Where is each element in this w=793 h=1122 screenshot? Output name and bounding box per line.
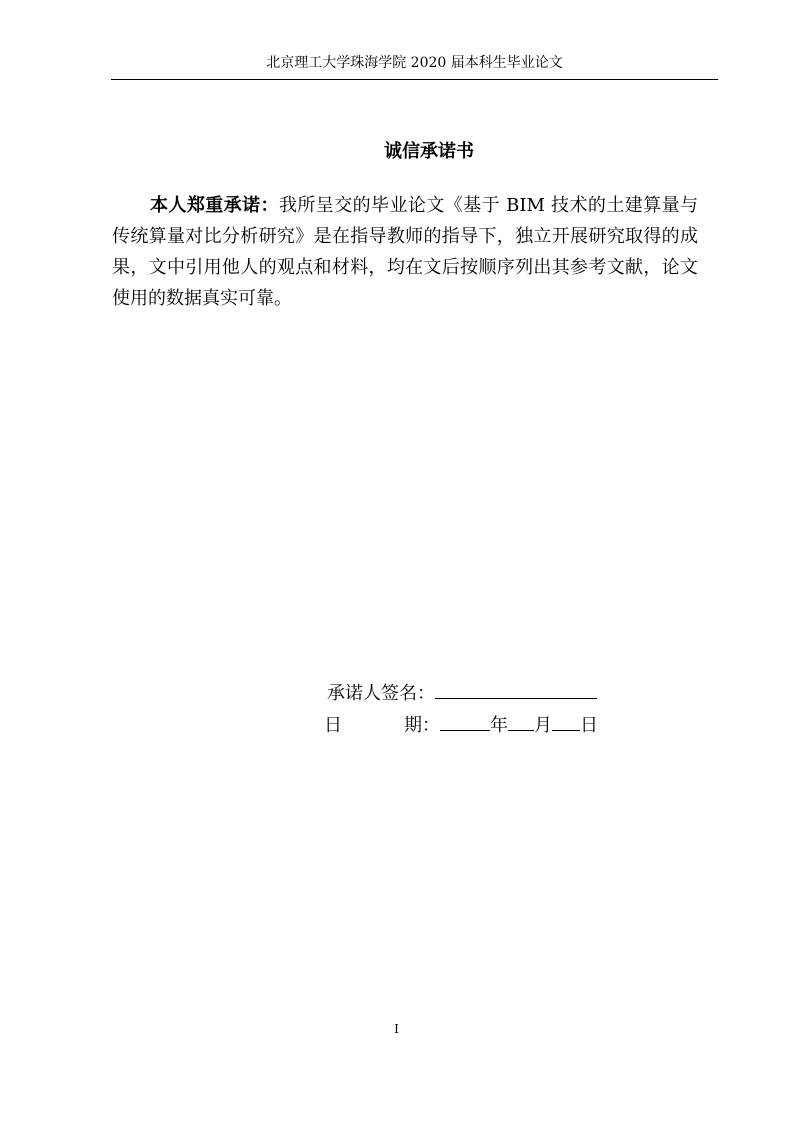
pledge-body: 我所呈交的毕业论文《基于 BIM 技术的土建算量与传统算量对比分析研究》是在指导教师的指导下，独立开展研究取得的成果，文中引用他人的观点和材料，均在文后按顺序列出其参考文献，论文使用的数据真实可靠。 [112, 195, 698, 309]
year-label: 年 [490, 715, 508, 736]
year-line [440, 712, 490, 731]
date-row [324, 712, 598, 739]
document-title: 诚信承诺书 [384, 141, 474, 162]
date-label-ri: 日 [324, 715, 342, 736]
page-number: I [394, 1022, 399, 1036]
day-label: 日 [580, 715, 598, 736]
pledge-lead: 本人郑重承诺： [150, 195, 279, 216]
page-header: 北京理工大学珠海学院 2020 届本科生毕业论文 [266, 55, 563, 71]
header-rule [111, 79, 718, 80]
month-label: 月 [534, 715, 552, 736]
pledge-paragraph [112, 190, 698, 314]
signer-row [327, 680, 597, 707]
day-line [552, 712, 580, 731]
date-label-qi: 期： [404, 715, 440, 736]
month-line [508, 712, 534, 731]
signature-line [435, 680, 597, 699]
signer-label: 承诺人签名： [327, 683, 435, 704]
